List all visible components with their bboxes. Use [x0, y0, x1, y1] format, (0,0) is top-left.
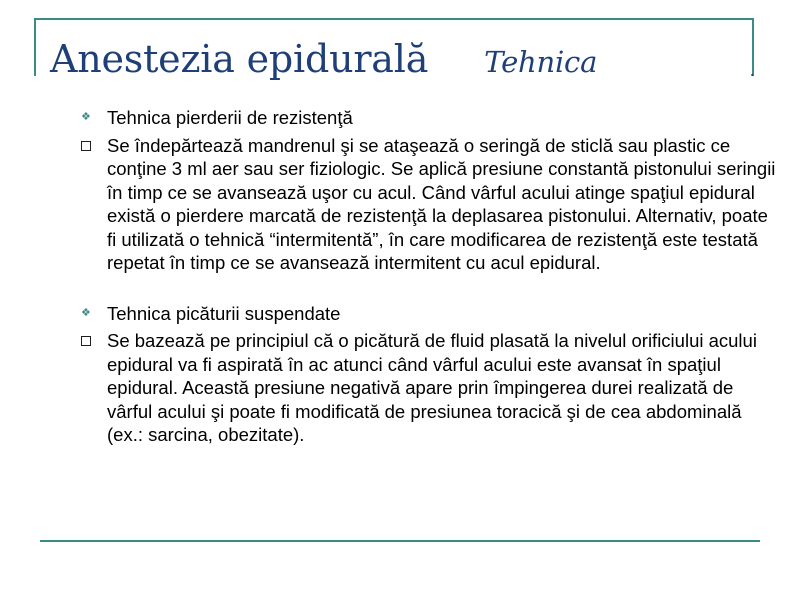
diamond-bullet-icon: ❖ — [81, 111, 91, 123]
slide-title — [50, 34, 597, 87]
list-item-text: Se îndepărtează mandrenul şi se ataşează o seringă de sticlă sau plastic ce conţine 3 ml aer sau ser fiziologic. Se aplică presiune constantă pistonului seringii în timp ce se avansează uşor cu acul. Când vârful acului atinge spaţiul epidural există o pierdere marcată de rezistenţă la deplasarea pistonului. Alternativ, poate fi utilizată o tehnică “intermitentă”, în care modificarea de rezistenţă este testată repetat în timp ce se avansează intermitent cu acul epidural. — [107, 134, 776, 273]
list-item-text: Se bazează pe principiul că o picătură de fluid plasată la nivelul orificiului acului epidural va fi aspirată în ac atunci când vârful acului este avansat în spaţiul epidural. Această presiune negativă apare prin împingerea durei realizată de vârful acului şi poate fi modificată de presiunea toracică şi de cea abdominală (ex.: sarcina, obezitate). — [107, 330, 757, 445]
diamond-bullet-icon: ❖ — [81, 306, 91, 319]
slide-body — [80, 106, 780, 451]
list-item-text: Tehnica picăturii suspendate — [107, 302, 341, 324]
slide-title-main: Anestezia epidurală — [50, 37, 429, 81]
slide-subtitle: Tehnica — [484, 45, 598, 79]
footer-rule — [40, 540, 760, 542]
square-bullet-icon — [81, 336, 91, 346]
header-top-rule — [36, 18, 754, 20]
list-item — [80, 329, 780, 447]
list-item — [80, 134, 780, 275]
list-item-text: Tehnica pierderii de rezistenţă — [107, 107, 353, 128]
list-item — [80, 302, 780, 326]
header-left-rule — [34, 18, 36, 76]
title-trailing-mark: . — [750, 60, 755, 80]
square-bullet-icon — [81, 141, 91, 151]
list-item — [80, 106, 780, 130]
